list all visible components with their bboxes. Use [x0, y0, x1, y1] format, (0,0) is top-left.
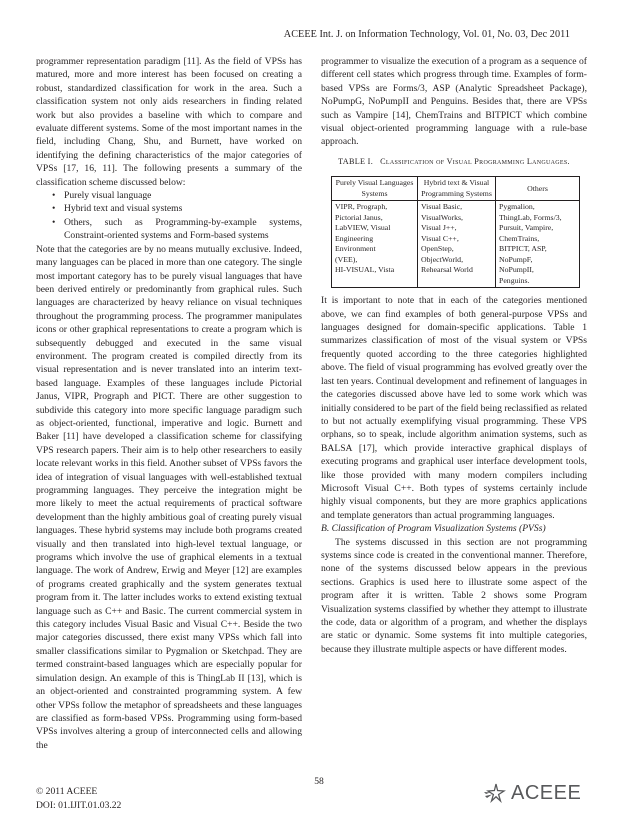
copyright: © 2011 ACEEE: [36, 786, 98, 797]
table-row: [332, 201, 580, 288]
cell-line: HI-VISUAL, Vista: [335, 265, 395, 275]
cell-line: VIPR, Prograph,: [335, 202, 388, 212]
classification-table: [331, 176, 580, 288]
cell-line: ThingLab, Forms/3,: [499, 212, 562, 222]
aceee-logo: [484, 781, 581, 805]
cell-line: ObjectWorld,: [421, 254, 464, 264]
cell-line: (VEE),: [335, 254, 358, 264]
cell-line: Rehearsal World: [421, 265, 473, 275]
cell-line: Visual Basic,: [421, 202, 463, 212]
list-item: • Purely visual language: [36, 189, 302, 202]
cell-line: Engineering: [335, 233, 374, 243]
cell-line: BITPICT, ASP,: [499, 244, 547, 254]
doi: DOI: 01.IJIT.01.03.22: [36, 800, 122, 811]
list-item: • Hybrid text and visual systems: [36, 202, 302, 215]
table-caption-label: TABLE I.: [338, 156, 374, 166]
cell-line: Visual C++,: [421, 233, 459, 243]
category-list: [36, 189, 302, 243]
cell-line: Penguins.: [499, 275, 530, 285]
page-number: 58: [314, 776, 324, 787]
table-cell: [332, 201, 418, 288]
table-cell: [496, 201, 580, 288]
cell-line: VisualWorks,: [421, 212, 463, 222]
table-header-cell: Purely Visual Languages Systems: [332, 177, 418, 201]
left-column: [36, 55, 302, 752]
paragraph: programmer to visualize the execution of a program as a sequence of different cell states which progress through time. Examples of form-based VPSs are Forms/3, ASP (Analytic Spreadsheet Package), NoPumpG, NoPumpII and Penguins. Besides that, there are VPSs such as Vampire [14], ChemTrains and BITPICT which combine visual object-oriented programming language with a rule-base approach.: [321, 56, 587, 148]
cell-line: NoPumpII,: [499, 265, 534, 275]
footer-info: [36, 785, 121, 813]
section-title: B. Classification of Program Visualization Systems (PVSs): [321, 523, 546, 535]
journal-header: ACEEE Int. J. on Information Technology, Vol. 01, No. 03, Dec 2011: [283, 29, 570, 40]
cell-line: ChemTrains,: [499, 233, 540, 243]
logo-text: ACEEE: [511, 781, 582, 804]
table-caption-text: Classification of Visual Programming Languages.: [380, 156, 570, 166]
cell-line: Pursuit, Vampire,: [499, 223, 554, 233]
star-icon: [484, 783, 508, 803]
cell-line: Pictorial Janus,: [335, 212, 383, 222]
table-header-cell: Others: [496, 177, 580, 201]
table-caption: [321, 155, 587, 168]
cell-line: Environment: [335, 244, 376, 254]
paragraph: The systems discussed in this section are not programming systems since code is created in the conventional manner. Therefore, none of the systems discussed below appears in the previous sections. Graphics is used here to illustrate some aspect of the program after it is written. Table 2 shows some Program Visualization systems classified by whether they attempt to illustrate the code, data or algorithm of a program, and whether the displays are static or dynamic. Some systems fit into multiple categories, because they illustrate multiple aspects or have different modes.: [321, 536, 587, 655]
list-item: • Others, such as Programming-by-example systems, Constraint-oriented systems and Form-based systems: [36, 216, 302, 243]
cell-line: Visual J++,: [421, 223, 457, 233]
paragraph: It is important to note that in each of the categories mentioned above, we can find examples of both general-purpose VPSs and languages designed for domain-specific applications. Table 1 summarizes classification of most of the visual system or VPSs frequently quoted according to the three categories highlighted above. The field of visual programming has evolved greatly over the last ten years. Continual development and refinement of languages in the categories discussed above have led to some work which was initially considered to be part of the field being reclassified as related to but not actually exemplifying visual programming. These VPS orphans, so to speak, include algorithm animation systems, such as BALSA [17], which provide interactive graphical displays of executing programs and graphical user interface development tools, like those provided with many modern compilers including Microsoft Visual C++. Both types of systems certainly include highly visual components, but they are more graphics applications and template generators than actual programming languages.: [321, 295, 587, 521]
cell-line: Pygmalion,: [499, 202, 535, 212]
paragraph: Note that the categories are by no means mutually exclusive. Indeed, many languages can be placed in more than one category. The single most important category has to be purely visual languages that have been derived entirely or predominantly from graphical rules. Such languages are characterized by heavy reliance on visual techniques throughout the programming process. The programmer manipulates icons or other graphical representations to create a program which is subsequently debugged and executed in the same visual environment. The program created is compiled directly from its visual representation and is never translated into an interim text-based language. Examples of these languages include Pictorial Janus, VIPR, Prograph and PICT. There are other suggestion to subdivide this category into more specific language paradigm such as object-oriented, functional, imperative and logic. Burnett and Baker [11] have developed a classification scheme for classifying VPS research papers. Their aim is to help other researchers to easily locate relevant works in this field. Another subset of VPSs favors the idea of integration of visual languages with well-established textual programming languages. They perceive the integration might be more likely to meet the actual requirements of practical software development than the highly ambitious goal of creating purely visual languages. These hybrid systems may include both programs created visually and then translated into high-level textual language, or programs which involve the use of graphical elements in a textual language. The work of Andrew, Erwig and Meyer [12] are examples of programs created graphically and the system generates textual program from it. The latter includes works to extend existing textual language such as C++ and Basic. The current commercial system in this category includes Visual Basic and Visual C++. Beside the two major categories discussed, there exist many VPSs which fall into smaller classifications similar to Pygmalion or Sketchpad. They are termed constraint-based languages which are especially popular for simulation design. An example of this is ThingLab II [13], which is an object-oriented and constrainted programming system. A few other VPSs follow the metaphor of spreadsheets and these languages are classified as form-based VPSs. Programming using form-based VPSs involves altering a group of interconnected cells and allowing the: [36, 243, 302, 751]
cell-line: NoPumpF,: [499, 254, 533, 264]
cell-line: OpenStep,: [421, 244, 454, 254]
paragraph: programmer representation paradigm [11]. As the field of VPSs has matured, more and more interest has been focused on creating a robust, standardized classification for work in the area. Such a classification system not only aids researchers in finding related work but also provides a baseline with which to compare and evaluate different systems. Some of the most important names in the field, including Chang, Shu, and Burnett, have worked on identifying the defining characteristics of the major categories of VPSs [17, 16, 11]. The following presents a summary of the classification scheme discussed below:: [36, 56, 302, 188]
table-header-cell: Hybrid text & Visual Programming Systems: [418, 177, 496, 201]
cell-line: LabVIEW, Visual: [335, 223, 391, 233]
table-cell: [418, 201, 496, 288]
right-column: [321, 55, 587, 656]
